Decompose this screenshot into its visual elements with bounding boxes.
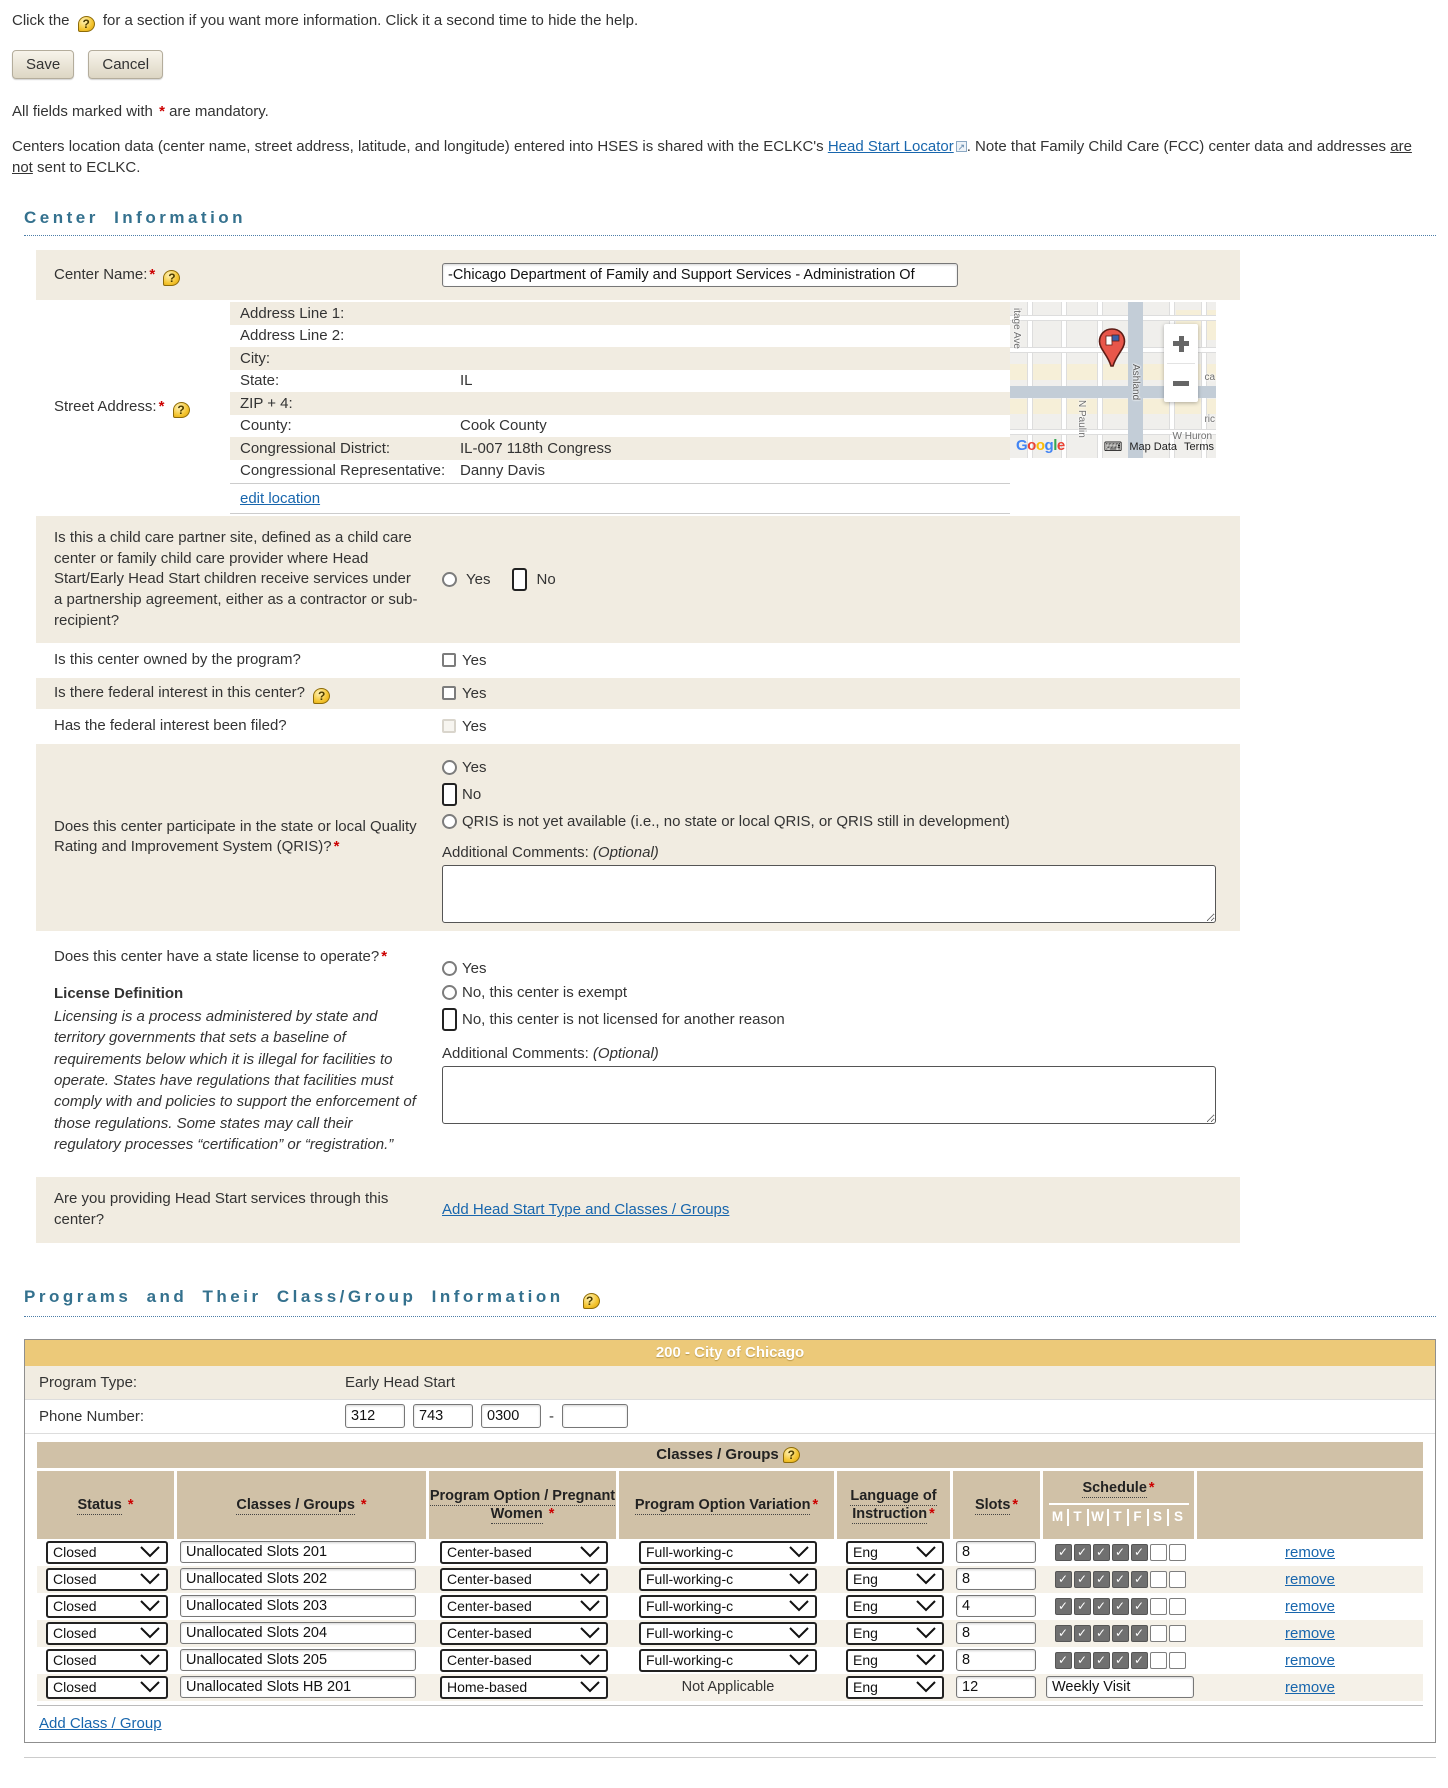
day-checkbox-checked[interactable]: ✓ <box>1131 1652 1148 1669</box>
help-icon[interactable]: ? <box>783 1447 800 1463</box>
license-definition-title: License Definition <box>54 984 184 1002</box>
slots-input[interactable] <box>956 1541 1036 1563</box>
language-select[interactable]: Eng <box>846 1595 944 1618</box>
child-care-partner-question: Is this a child care partner site, defined as a child care center or family child care provider where Head Start/Early Head Start children receive services under a partnership agreement, either as a contractor or sub-recipient? <box>54 529 418 629</box>
schedule-checkboxes <box>1043 1624 1197 1643</box>
street-label: ca <box>1204 372 1215 383</box>
chevron-down-icon <box>579 1654 601 1666</box>
program-option-column-header: Program Option / Pregnant Women <box>429 1487 616 1522</box>
external-link-icon: ↗ <box>957 142 965 152</box>
chevron-down-icon <box>579 1627 601 1639</box>
program-box <box>24 1339 1436 1743</box>
qris-question: Does this center participate in the state or local Quality Rating and Improvement System (QRIS)? <box>54 817 417 856</box>
chevron-down-icon <box>139 1681 161 1693</box>
day-checkbox-checked[interactable]: ✓ <box>1131 1625 1148 1642</box>
location-note-text: Centers location data (center name, street address, latitude, and longitude) entered into HSES is shared with the ECLKC's <box>12 138 824 155</box>
center-information-form <box>36 250 1424 1243</box>
day-checkbox-unchecked[interactable] <box>1150 1571 1167 1588</box>
license-definition-body: Licensing is a process administered by state and territory governments that sets a baseline of requirements below which it is illegal for facilities to operate. States have regulations that facilities must comply with and policies to support the enforcement of those regulations. Some states may call their regulatory processes “certification” or “registration.” <box>54 1008 416 1153</box>
help-icon[interactable]: ? <box>163 270 180 286</box>
license-yes-radio[interactable] <box>442 961 457 976</box>
street-label: itage Ave <box>1011 308 1022 349</box>
providing-services-question: Are you providing Head Start services through this center? <box>54 1190 389 1228</box>
street-label: ric <box>1204 414 1215 425</box>
remove-link[interactable]: remove <box>1284 1651 1336 1669</box>
status-select[interactable]: Closed <box>46 1676 168 1699</box>
day-checkbox-unchecked[interactable] <box>1150 1544 1167 1561</box>
qris-na-radio[interactable] <box>442 814 457 829</box>
phone-ext-input[interactable] <box>562 1404 628 1428</box>
map-zoom-control <box>1164 324 1198 402</box>
day-checkbox-unchecked[interactable] <box>1169 1652 1186 1669</box>
class-name-input[interactable] <box>180 1676 416 1698</box>
class-row <box>37 1539 1423 1566</box>
day-checkbox-unchecked[interactable] <box>1169 1544 1186 1561</box>
providing-services-row <box>36 1177 1240 1242</box>
language-select[interactable]: Eng <box>846 1568 944 1591</box>
slots-input[interactable] <box>956 1595 1036 1617</box>
street-address-block <box>36 302 1220 514</box>
action-buttons <box>12 50 1436 79</box>
license-comments-textarea[interactable] <box>442 1066 1216 1124</box>
program-option-select[interactable]: Center-based <box>440 1568 608 1591</box>
cancel-button[interactable]: Cancel <box>88 50 163 79</box>
day-checkbox-checked[interactable]: ✓ <box>1131 1571 1148 1588</box>
classes-groups-title: Classes / Groups <box>656 1446 779 1464</box>
variation-select[interactable]: Full-working-c <box>639 1622 817 1645</box>
class-name-input[interactable] <box>180 1595 416 1617</box>
zoom-in-button[interactable] <box>1164 324 1198 363</box>
federal-interest-row: Is there federal interest in this center? ? Yes <box>36 678 1240 709</box>
federal-interest-yes-checkbox[interactable] <box>442 686 456 700</box>
chevron-down-icon <box>915 1627 937 1639</box>
partner-no-radio[interactable] <box>512 568 527 591</box>
chevron-down-icon <box>579 1600 601 1612</box>
program-banner: 200 - City of Chicago <box>25 1340 1435 1366</box>
language-select[interactable]: Eng <box>846 1676 944 1699</box>
phone-number-label: Phone Number: <box>39 1407 145 1425</box>
are-not-underlined: are not <box>12 138 1412 176</box>
owned-yes-checkbox[interactable] <box>442 653 456 667</box>
schedule-checkboxes <box>1043 1597 1197 1616</box>
class-row <box>37 1674 1423 1701</box>
help-icon[interactable]: ? <box>173 402 190 418</box>
street-label: Ashland <box>1130 364 1141 401</box>
chevron-down-icon <box>139 1546 161 1558</box>
variation-select[interactable]: Full-working-c <box>639 1595 817 1618</box>
remove-link[interactable]: remove <box>1284 1678 1336 1696</box>
congressional-district-row: Congressional District: IL-007 118th Congress <box>230 437 1010 460</box>
day-checkbox-unchecked[interactable] <box>1169 1625 1186 1642</box>
center-name-input[interactable] <box>442 263 958 287</box>
remove-link[interactable]: remove <box>1284 1570 1336 1588</box>
center-information-heading: Center Information <box>24 208 1436 236</box>
day-checkbox-unchecked[interactable] <box>1169 1571 1186 1588</box>
status-select[interactable]: Closed <box>46 1622 168 1645</box>
class-row <box>37 1593 1423 1620</box>
day-checkbox-checked[interactable]: ✓ <box>1131 1598 1148 1615</box>
class-name-input[interactable] <box>180 1649 416 1671</box>
federal-filed-row: Has the federal interest been filed? Yes <box>36 711 1240 742</box>
location-note-text-3: sent to ECLKC. <box>37 159 141 176</box>
address-line1-row: Address Line 1: <box>230 302 1010 325</box>
federal-interest-question: Is there federal interest in this center? <box>54 684 305 702</box>
classes-groups-table <box>37 1442 1423 1742</box>
day-checkbox-checked[interactable]: ✓ <box>1093 1652 1110 1669</box>
page-bottom-divider <box>24 1757 1436 1758</box>
classes-table-header: Status * Classes / Groups * Program Option / Pregnant Women * Program Option Variation * Language of Instruction * Slots * Schedule * M T W T F S S <box>37 1471 1423 1539</box>
schedule-checkboxes <box>1043 1651 1197 1670</box>
chevron-down-icon <box>139 1600 161 1612</box>
chevron-down-icon <box>579 1681 601 1693</box>
program-option-select[interactable]: Center-based <box>440 1595 608 1618</box>
license-exempt-radio[interactable] <box>442 985 457 1000</box>
street-address-label: Street Address: * ? <box>36 302 230 514</box>
day-checkbox-checked[interactable]: ✓ <box>1055 1652 1072 1669</box>
status-select[interactable]: Closed <box>46 1541 168 1564</box>
street-label: N Paulin <box>1076 400 1087 438</box>
schedule-checkboxes <box>1043 1570 1197 1589</box>
day-checkbox-checked[interactable]: ✓ <box>1112 1625 1129 1642</box>
status-select[interactable]: Closed <box>46 1568 168 1591</box>
class-row <box>37 1647 1423 1674</box>
partner-yes-radio[interactable] <box>442 572 457 587</box>
program-option-select[interactable]: Home-based <box>440 1676 608 1699</box>
mandatory-star: * <box>159 103 165 120</box>
add-class-group-link[interactable]: Add Class / Group <box>39 1714 162 1732</box>
help-text-after: for a section if you want more information. Click it a second time to hide the help. <box>102 12 639 29</box>
county-value: Cook County <box>460 417 547 435</box>
owned-by-program-question: Is this center owned by the program? <box>54 651 301 669</box>
chevron-down-icon <box>915 1600 937 1612</box>
variation-select[interactable]: Full-working-c <box>639 1568 817 1591</box>
google-logo: Google <box>1016 437 1065 454</box>
schedule-checkboxes <box>1043 1543 1197 1562</box>
license-not-licensed-radio[interactable] <box>442 1008 457 1031</box>
class-row <box>37 1620 1423 1647</box>
day-checkbox-checked[interactable]: ✓ <box>1074 1544 1091 1561</box>
zoom-out-button[interactable] <box>1164 364 1198 403</box>
class-name-input[interactable] <box>180 1541 416 1563</box>
class-name-input[interactable] <box>180 1568 416 1590</box>
chevron-down-icon <box>139 1654 161 1666</box>
county-row: County: Cook County <box>230 415 1010 438</box>
qris-no-radio[interactable] <box>442 783 457 806</box>
remove-link[interactable]: remove <box>1284 1543 1336 1561</box>
slots-input[interactable] <box>956 1649 1036 1671</box>
day-checkbox-checked[interactable]: ✓ <box>1093 1571 1110 1588</box>
federal-filed-question: Has the federal interest been filed? <box>54 717 287 735</box>
zip-row: ZIP + 4: <box>230 392 1010 415</box>
day-checkbox-checked[interactable]: ✓ <box>1093 1544 1110 1561</box>
chevron-down-icon <box>139 1627 161 1639</box>
location-map[interactable] <box>1010 302 1216 458</box>
qris-yes-radio[interactable] <box>442 760 457 775</box>
head-start-locator-link[interactable]: Head Start Locator <box>827 138 954 155</box>
day-checkbox-checked[interactable]: ✓ <box>1131 1544 1148 1561</box>
day-checkbox-checked[interactable]: ✓ <box>1112 1571 1129 1588</box>
day-checkbox-checked[interactable]: ✓ <box>1074 1571 1091 1588</box>
language-select[interactable]: Eng <box>846 1622 944 1645</box>
schedule-column-header: Schedule <box>1082 1479 1147 1496</box>
program-type-value: Early Head Start <box>345 1373 456 1391</box>
location-note-text-2: . Note that Family Child Care (FCC) center data and addresses <box>966 138 1387 155</box>
help-text-before: Click the <box>12 12 70 29</box>
chevron-down-icon <box>139 1573 161 1585</box>
schedule-text-input[interactable] <box>1046 1676 1194 1698</box>
slots-input[interactable] <box>956 1676 1036 1698</box>
day-checkbox-checked[interactable]: ✓ <box>1055 1571 1072 1588</box>
state-row: State: IL <box>230 370 1010 393</box>
day-checkbox-checked[interactable]: ✓ <box>1074 1625 1091 1642</box>
language-select[interactable]: Eng <box>846 1649 944 1672</box>
help-icon[interactable]: ? <box>78 16 95 32</box>
chevron-down-icon <box>788 1627 810 1639</box>
day-checkbox-checked[interactable]: ✓ <box>1112 1652 1129 1669</box>
variation-select[interactable]: Full-working-c <box>639 1649 817 1672</box>
license-question: Does this center have a state license to operate? <box>54 947 380 965</box>
day-checkbox-unchecked[interactable] <box>1150 1625 1167 1642</box>
day-checkbox-unchecked[interactable] <box>1169 1598 1186 1615</box>
chevron-down-icon <box>579 1573 601 1585</box>
child-care-partner-row: Is this a child care partner site, defined as a child care center or family child care provider where Head Start/Early Head Start children receive services under a partnership agreement, either as a contractor or sub-recipient? Yes No <box>36 516 1240 643</box>
congressional-district-value: IL-007 118th Congress <box>460 439 612 457</box>
add-head-start-type-link[interactable]: Add Head Start Type and Classes / Groups <box>442 1201 730 1219</box>
language-column-header: Language of Instruction <box>850 1487 937 1522</box>
mandatory-suffix: are mandatory. <box>169 103 269 120</box>
status-column-header: Status <box>77 1496 122 1513</box>
center-name-label: Center Name: * ? <box>36 261 436 290</box>
variation-column-header: Program Option Variation <box>634 1496 811 1513</box>
status-select[interactable]: Closed <box>46 1649 168 1672</box>
programs-heading: Programs and Their Class/Group Information ? <box>24 1287 1436 1317</box>
language-select[interactable]: Eng <box>846 1541 944 1564</box>
phone-line-input[interactable] <box>481 1404 541 1428</box>
owned-by-program-row: Is this center owned by the program? Yes <box>36 645 1240 676</box>
congressional-representative-row: Congressional Representative: Danny Davis <box>230 460 1010 483</box>
map-terms-link[interactable]: Terms <box>1184 441 1214 453</box>
program-option-select[interactable]: Center-based <box>440 1541 608 1564</box>
day-letters: M T W T F S S <box>1049 1503 1189 1526</box>
congressional-representative-value: Danny Davis <box>460 462 546 480</box>
phone-area-input[interactable] <box>345 1404 405 1428</box>
save-button[interactable]: Save <box>12 50 74 79</box>
map-data-link[interactable]: Map Data <box>1129 441 1178 453</box>
chevron-down-icon <box>915 1573 937 1585</box>
day-checkbox-checked[interactable]: ✓ <box>1112 1544 1129 1561</box>
day-checkbox-unchecked[interactable] <box>1150 1598 1167 1615</box>
edit-location-link[interactable]: edit location <box>240 490 321 507</box>
center-name-row <box>36 250 1240 300</box>
program-type-row <box>25 1366 1435 1400</box>
license-comments-label: Additional Comments: <box>442 1044 589 1062</box>
remove-link[interactable]: remove <box>1284 1597 1336 1615</box>
qris-comments-textarea[interactable] <box>442 865 1216 923</box>
day-checkbox-checked[interactable]: ✓ <box>1055 1625 1072 1642</box>
chevron-down-icon <box>788 1654 810 1666</box>
qris-comments-label: Additional Comments: <box>442 843 589 861</box>
chevron-down-icon <box>788 1573 810 1585</box>
chevron-down-icon <box>579 1546 601 1558</box>
phone-prefix-input[interactable] <box>413 1404 473 1428</box>
keyboard-icon: ⌨ <box>1103 439 1123 454</box>
class-name-input[interactable] <box>180 1622 416 1644</box>
variation-not-applicable: Not Applicable <box>681 1679 775 1696</box>
help-icon[interactable]: ? <box>313 688 330 704</box>
street-label: W Huron <box>1172 431 1212 442</box>
day-checkbox-checked[interactable]: ✓ <box>1055 1598 1072 1615</box>
help-icon[interactable]: ? <box>583 1293 600 1309</box>
slots-column-header: Slots <box>974 1496 1011 1513</box>
chevron-down-icon <box>788 1546 810 1558</box>
state-value: IL <box>460 372 473 390</box>
help-instructions <box>12 12 1436 32</box>
remove-link[interactable]: remove <box>1284 1624 1336 1642</box>
day-checkbox-checked[interactable]: ✓ <box>1093 1598 1110 1615</box>
map-marker-icon[interactable] <box>1098 328 1126 368</box>
phone-number-row: Phone Number: 312 743 0300 - <box>25 1400 1435 1434</box>
chevron-down-icon <box>915 1654 937 1666</box>
variation-select[interactable]: Full-working-c <box>639 1541 817 1564</box>
day-checkbox-checked[interactable]: ✓ <box>1074 1652 1091 1669</box>
status-select[interactable]: Closed <box>46 1595 168 1618</box>
class-row <box>37 1566 1423 1593</box>
day-checkbox-checked[interactable]: ✓ <box>1112 1598 1129 1615</box>
classes-column-header: Classes / Groups <box>236 1496 355 1513</box>
license-row: Does this center have a state license to operate? * License Definition Licensing is a process administered by state and territory governments that sets a baseline of requirements below which it is illegal for facilities to operate. States have regulations that facilities must comply with and policies to support the enforcement of those regulations. Some states may call their regulatory processes “certification” or “registration.” Yes No, this center is exempt No, this center is not licensed for another reason Additional Comments: (Optional) <box>36 933 1240 1163</box>
slots-input[interactable] <box>956 1568 1036 1590</box>
day-checkbox-checked[interactable]: ✓ <box>1074 1598 1091 1615</box>
program-option-select[interactable]: Center-based <box>440 1649 608 1672</box>
address-line2-row: Address Line 2: <box>240 327 345 345</box>
mandatory-note <box>12 103 1436 120</box>
chevron-down-icon <box>915 1546 937 1558</box>
day-checkbox-checked[interactable]: ✓ <box>1093 1625 1110 1642</box>
chevron-down-icon <box>788 1600 810 1612</box>
day-checkbox-unchecked[interactable] <box>1150 1652 1167 1669</box>
day-checkbox-checked[interactable]: ✓ <box>1055 1544 1072 1561</box>
federal-filed-yes-checkbox <box>442 719 456 733</box>
mandatory-prefix: All fields marked with <box>12 103 153 120</box>
chevron-down-icon <box>915 1681 937 1693</box>
slots-input[interactable] <box>956 1622 1036 1644</box>
qris-row: Does this center participate in the state or local Quality Rating and Improvement System (QRIS)? * Yes No QRIS is not yet available (i.e., no state or local QRIS, or QRIS still in development) Additional Comments: (Optional) <box>36 744 1240 931</box>
location-sharing-note <box>12 136 1432 178</box>
program-option-select[interactable]: Center-based <box>440 1622 608 1645</box>
city-row: City: <box>230 347 1010 370</box>
program-type-label: Program Type: <box>39 1373 138 1391</box>
